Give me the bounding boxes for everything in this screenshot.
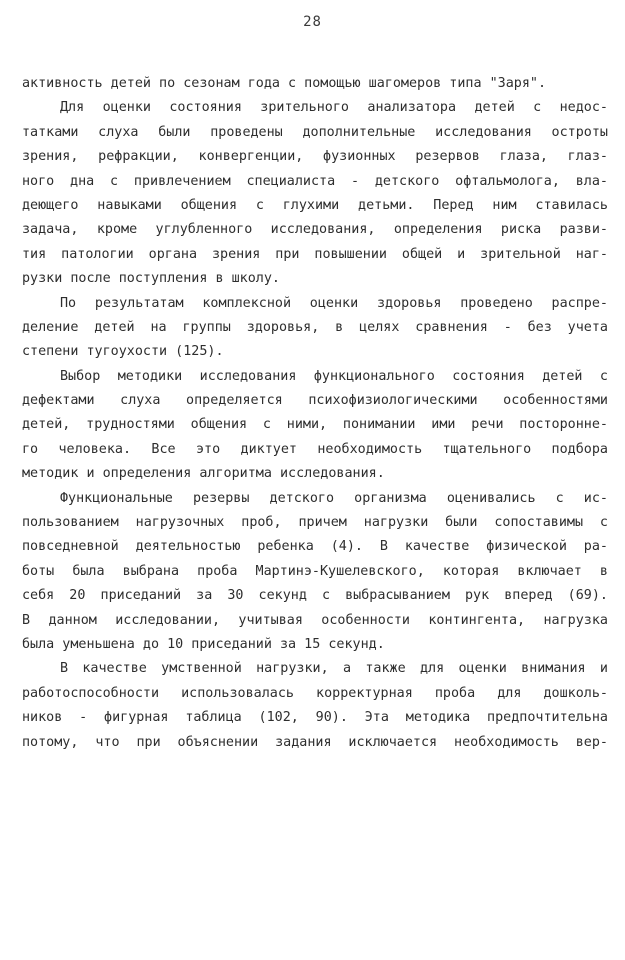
text-line: деющего навыками общения с глухими детьми. Перед ним ставилась — [22, 197, 608, 213]
text-line: татками слуха были проведены дополнительные исследования остроты — [22, 124, 608, 140]
text-line: методик и определения алгоритма исследования. — [22, 466, 385, 482]
text-line: себя 20 приседаний за 30 секунд с выбрасыванием рук вперед (69). — [22, 588, 608, 604]
text-line: повседневной деятельностью ребенка (4). В качестве физической ра- — [22, 539, 608, 555]
text-line: боты была выбрана проба Мартинэ-Кушелевского, которая включает в — [22, 563, 608, 579]
text-line: ников - фигурная таблица (102, 90). Эта методика предпочтительна — [22, 710, 608, 726]
text-line: зрения, рефракции, конвергенции, фузионных резервов глаза, глаз- — [22, 149, 608, 165]
text-line: рузки после поступления в школу. — [22, 271, 280, 287]
text-line: Выбор методики исследования функционального состояния детей с — [60, 368, 608, 384]
text-line: В качестве умственной нагрузки, а также для оценки внимания и — [60, 661, 608, 677]
text-line: По результатам комплексной оценки здоровья проведено распре- — [60, 295, 608, 311]
text-line: ного дна с привлечением специалиста - детского офтальмолога, вла- — [22, 173, 608, 189]
text-line: была уменьшена до 10 приседаний за 15 секунд. — [22, 636, 385, 652]
text-line: потому, что при объяснении задания исключается необходимость вер- — [22, 734, 608, 750]
text-line: тия патологии органа зрения при повышении общей и зрительной наг- — [22, 246, 608, 262]
text-line: Для оценки состояния зрительного анализатора детей с недос- — [60, 100, 608, 116]
text-line: го человека. Все это диктует необходимость тщательного подбора — [22, 441, 608, 457]
text-body — [22, 72, 608, 755]
text-line: степени тугоухости (125). — [22, 344, 224, 360]
text-line: работоспособности использовалась корректурная проба для дошколь- — [22, 685, 608, 701]
text-line: деление детей на группы здоровья, в целях сравнения - без учета — [22, 319, 608, 335]
text-line: пользованием нагрузочных проб, причем нагрузки были сопоставимы с — [22, 515, 608, 531]
text-line: дефектами слуха определяется психофизиологическими особенностями — [22, 393, 608, 409]
text-line: Функциональные резервы детского организма оценивались с ис- — [60, 490, 608, 506]
page-number: 28 — [303, 14, 322, 30]
text-line: задача, кроме углубленного исследования, определения риска разви- — [22, 222, 608, 238]
text-line: детей, трудностями общения с ними, понимании ими речи постороннe- — [22, 417, 608, 433]
text-line: активность детей по сезонам года с помощью шагомеров типа "Заря". — [22, 76, 547, 91]
text-line: В данном исследовании, учитывая особенности контингента, нагрузка — [22, 612, 608, 628]
